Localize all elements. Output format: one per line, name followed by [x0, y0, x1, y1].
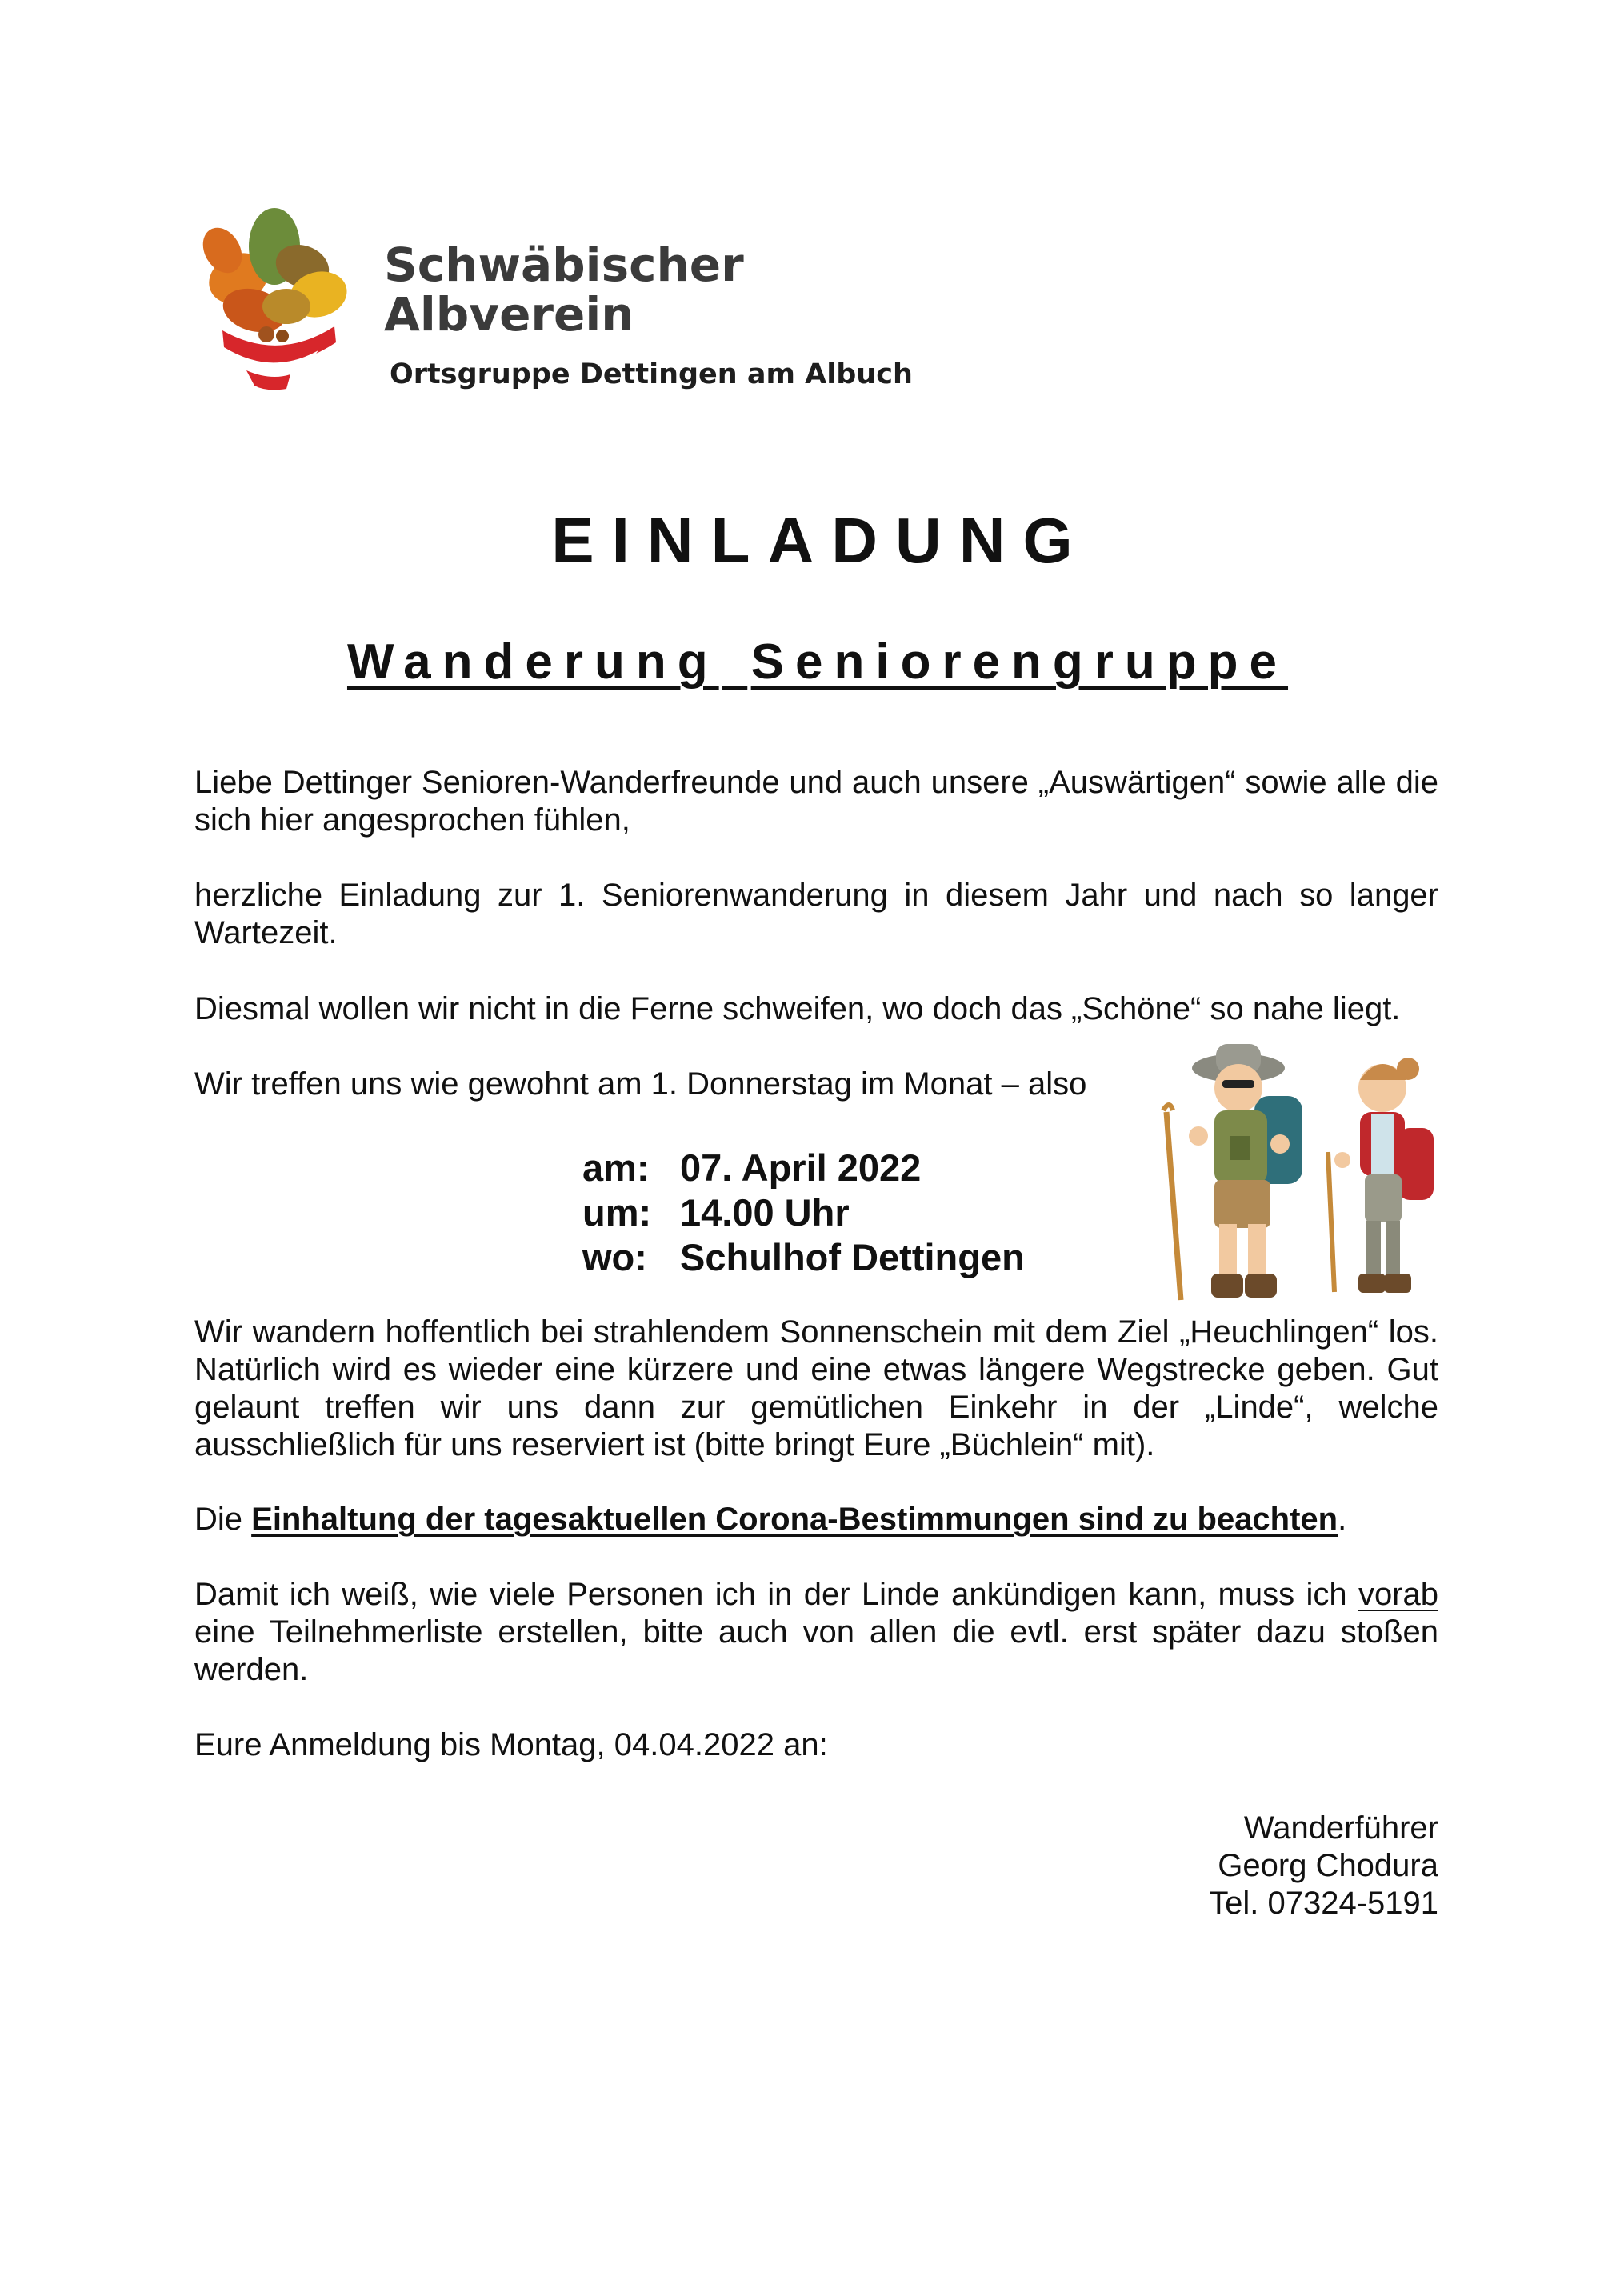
detail-value: Schulhof Dettingen	[680, 1236, 1025, 1278]
detail-row-date	[582, 1146, 1025, 1190]
corona-suffix: .	[1338, 1502, 1347, 1537]
brand-line-1: Schwäbischer	[384, 238, 744, 292]
document-subtitle	[312, 634, 1323, 690]
brand-name	[384, 238, 744, 342]
list-text-2: eine Teilnehmerliste erstellen, bitte auch von allen die evtl. erst später dazu stoßen werden.	[194, 1614, 1438, 1687]
signature-block	[1209, 1810, 1438, 1922]
corona-prefix: Die	[194, 1502, 252, 1537]
this-time-paragraph: Diesmal wollen wir nicht in die Ferne schweifen, wo doch das „Schöne“ so nahe liegt.	[194, 991, 1401, 1026]
detail-value: 07. April 2022	[680, 1146, 922, 1189]
signature-phone: Tel. 07324-5191	[1209, 1886, 1438, 1921]
registration-paragraph: Eure Anmeldung bis Montag, 04.04.2022 an:	[194, 1727, 828, 1762]
chapter-name: Ortsgruppe Dettingen am Albuch	[390, 358, 913, 390]
detail-key: wo:	[582, 1236, 647, 1278]
hikers-illustration-icon	[1142, 1040, 1446, 1308]
event-details	[582, 1146, 1025, 1280]
hike-paragraph: Wir wandern hoffentlich bei strahlendem Sonnenschein mit dem Ziel „Heuchlingen“ los. Natürlich wird es wieder eine kürzere und eine etwas längere Wegstrecke geben. Gut gelaunt treffen wir uns dann zur gemütlichen Einkehr in der „Linde“, welche ausschließlich für uns reserviert ist (bitte bringt Eure „Büchlein“ mit).	[194, 1314, 1438, 1462]
detail-key: um:	[582, 1191, 652, 1234]
subtitle-gap	[719, 634, 751, 690]
greeting-paragraph: Liebe Dettinger Senioren-Wanderfreunde und auch unsere „Auswärtigen“ sowie alle die sich hier angesprochen fühlen,	[194, 765, 1438, 838]
detail-value: 14.00 Uhr	[680, 1191, 850, 1234]
subtitle-word-2: Seniorengruppe	[750, 634, 1289, 690]
signature-role: Wanderführer	[1243, 1810, 1438, 1846]
brand-line-2: Albverein	[384, 287, 634, 342]
subtitle-word-1: Wanderung	[346, 634, 719, 690]
detail-key: am:	[582, 1146, 650, 1189]
list-text-1: Damit ich weiß, wie viele Personen ich in der Linde ankündigen kann, muss ich	[194, 1577, 1358, 1612]
signature-name: Georg Chodura	[1218, 1848, 1438, 1883]
corona-paragraph	[194, 1501, 1438, 1538]
detail-row-place	[582, 1235, 1025, 1280]
list-text-underlined: vorab	[1358, 1577, 1438, 1612]
corona-rule: Einhaltung der tagesaktuellen Corona-Bestimmungen sind zu beachten	[251, 1502, 1338, 1537]
invitation-paragraph: herzliche Einladung zur 1. Seniorenwanderung in diesem Jahr und nach so langer Wartezeit.	[194, 878, 1438, 950]
detail-row-time	[582, 1190, 1025, 1235]
document-title: EINLADUNG	[551, 505, 1090, 576]
participant-list-paragraph	[194, 1576, 1438, 1689]
meeting-paragraph: Wir treffen uns wie gewohnt am 1. Donnerstag im Monat – also	[194, 1066, 1087, 1102]
albverein-logo-icon	[190, 190, 358, 390]
